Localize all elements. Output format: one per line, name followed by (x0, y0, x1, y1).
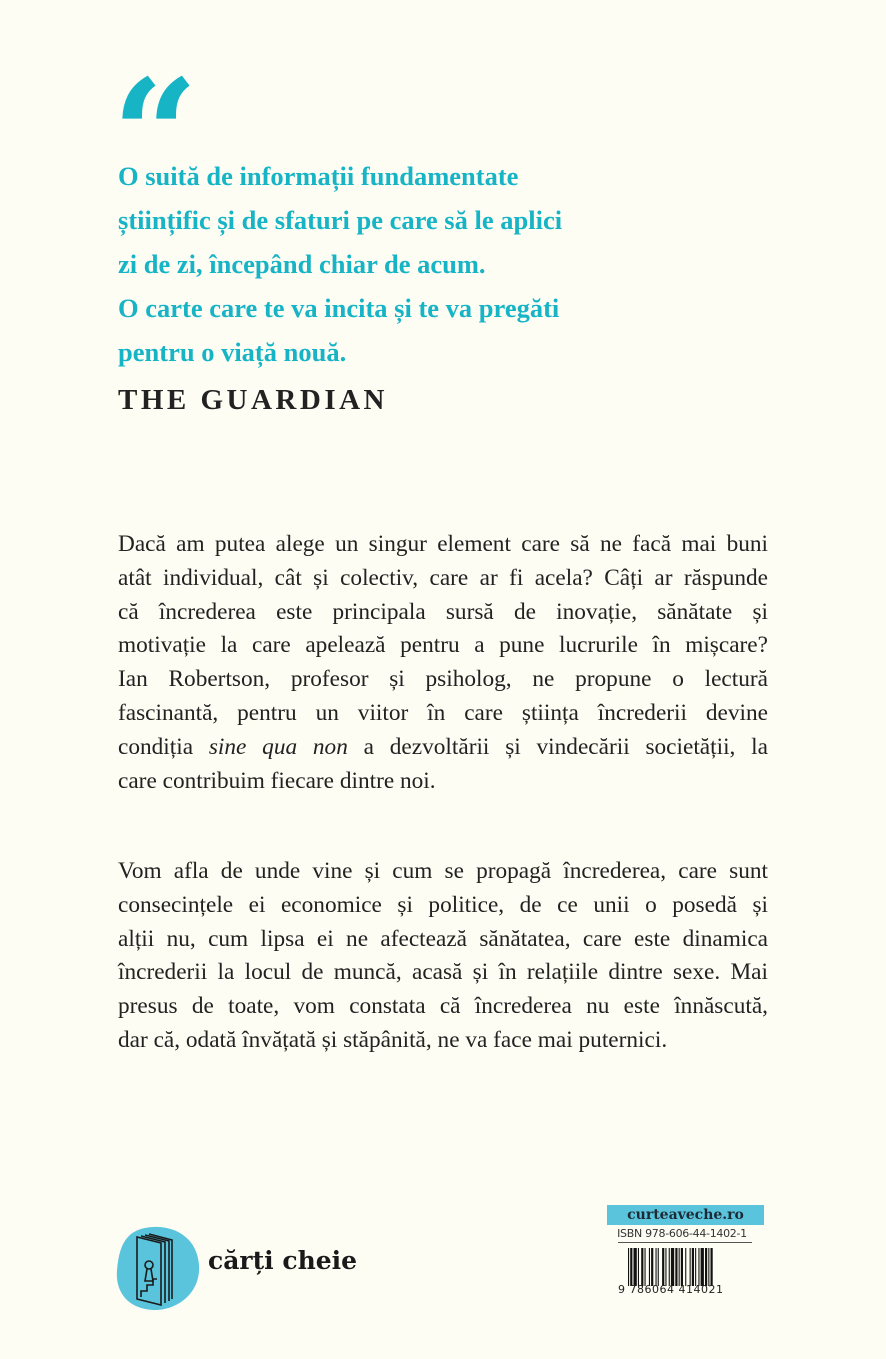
quote-line: pentru o viață nouă. (118, 337, 347, 367)
carti-cheie-logo-icon (115, 1225, 200, 1311)
quote-line: științific și de sfaturi pe care să le aplici (118, 205, 563, 235)
barcode-bar (711, 1248, 713, 1286)
blurb-paragraph-2 (118, 855, 768, 1058)
barcode-bar (665, 1248, 666, 1286)
barcode-bar (708, 1248, 709, 1286)
text-line: fascinantă, pentru un viitor în care știința încrederii devine (118, 699, 768, 726)
text-line: că încrederea este principala sursă de inovație, sănătate și (118, 598, 768, 625)
text-line: care contribuim fiecare dintre noi. (118, 767, 436, 794)
barcode-bar (701, 1248, 704, 1286)
quote-line: zi de zi, începând chiar de acum. (118, 249, 486, 279)
text-line: Vom afla de unde vine și cum se propagă încrederea, care sunt (118, 858, 768, 884)
publisher-website: curteaveche.ro (607, 1205, 764, 1225)
text-line: motivație la care apelează pentru a pune lucrurile în mișcare? (118, 632, 768, 659)
divider (618, 1242, 752, 1243)
barcode-bar (656, 1248, 657, 1286)
barcode-bar (630, 1248, 632, 1286)
barcode-bar (669, 1248, 670, 1286)
barcode-bar (662, 1248, 664, 1286)
text-line: Dacă am putea alege un singur element care să ne facă mai buni (118, 531, 768, 557)
barcode-bar (685, 1248, 686, 1286)
barcode-bar (705, 1248, 707, 1286)
barcode-bar (651, 1248, 653, 1286)
barcode-bar (645, 1248, 646, 1286)
text-line: alții nu, cum lipsa ei ne afectează sănătatea, care este dinamica (118, 925, 768, 952)
text-line: încrederii la locul de muncă, acasă și în relațiile dintre sexe. Mai (118, 959, 768, 986)
italic-phrase: sine qua non (208, 733, 348, 760)
text-line (118, 731, 768, 765)
review-quote (118, 154, 562, 374)
barcode-bar (658, 1248, 659, 1286)
barcode-bar (634, 1248, 637, 1286)
publisher-logo-text: cărți cheie (208, 1246, 358, 1275)
barcode-bar (698, 1248, 699, 1286)
quote-line: O suită de informații fundamentate (118, 161, 519, 191)
barcode-bar (679, 1248, 680, 1286)
barcode-bar (675, 1248, 677, 1286)
text-line: atât individual, cât și colectiv, care ar fi acela? Câți ar răspunde (118, 564, 768, 591)
text-line: Ian Robertson, profesor și psiholog, ne propune o lectură (118, 666, 768, 693)
barcode-bar (638, 1248, 639, 1286)
barcode-bar (690, 1248, 691, 1286)
text-line: consecințele ei economice și politice, de ce unii o posedă și (118, 891, 768, 918)
barcode-bar (671, 1248, 674, 1286)
blurb-paragraph-1 (118, 528, 768, 798)
isbn: ISBN 978-606-44-1402-1 (617, 1227, 747, 1240)
text-line: dar că, odată învățată și stăpânită, ne va face mai puternici. (118, 1026, 668, 1053)
barcode-bar (641, 1248, 643, 1286)
text-segment: condiția (118, 733, 209, 760)
barcode (628, 1248, 746, 1286)
barcode-bar (692, 1248, 694, 1286)
barcode-digits: 9 786064 414021 (618, 1283, 724, 1296)
quote-source: THE GUARDIAN (118, 384, 388, 416)
text-segment: a dezvoltării și vindecării societății, la (347, 733, 768, 760)
barcode-bar (681, 1248, 683, 1286)
barcode-bar (695, 1248, 696, 1286)
barcode-bar (649, 1248, 650, 1286)
quote-line: O carte care te va incita și te va pregăti (118, 293, 560, 323)
barcode-bar (628, 1248, 629, 1286)
text-line: presus de toate, vom constata că încrederea nu este înnăscută, (118, 993, 768, 1020)
quotation-mark-icon: “ (112, 47, 199, 223)
